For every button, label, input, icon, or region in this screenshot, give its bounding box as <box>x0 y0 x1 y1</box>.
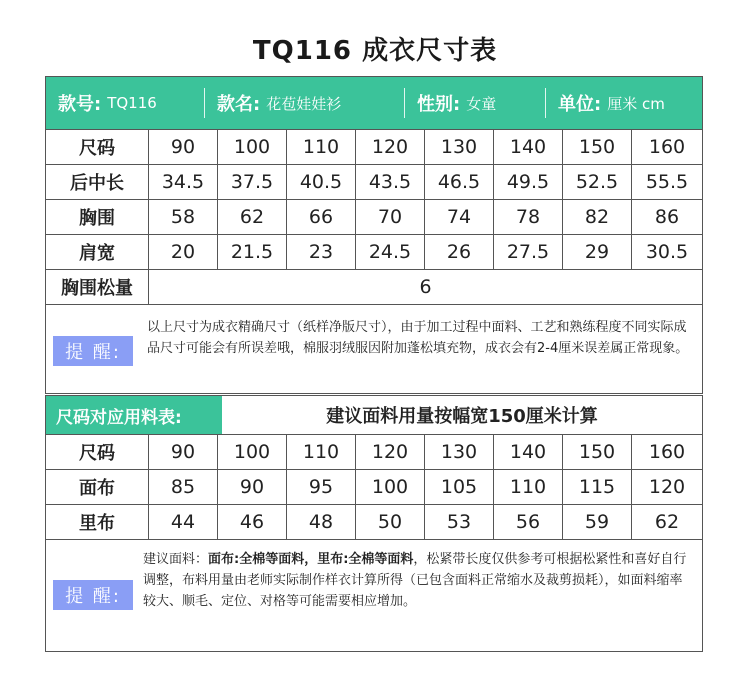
table-cell: 100 <box>218 435 287 470</box>
table-cell: 130 <box>425 130 494 165</box>
table-cell: 21.5 <box>218 235 287 270</box>
notice-text-prefix: 建议面料： <box>143 552 209 567</box>
table-cell: 6 <box>149 270 703 305</box>
row-header: 肩宽 <box>46 235 149 270</box>
table-cell: 62 <box>218 200 287 235</box>
table-row <box>46 270 703 305</box>
table-cell: 130 <box>425 435 494 470</box>
table-cell: 56 <box>494 505 563 540</box>
table-cell: 43.5 <box>356 165 425 200</box>
notice-tag: 提 醒: <box>53 336 133 366</box>
table-cell: 110 <box>287 130 356 165</box>
row-header: 面布 <box>46 470 149 505</box>
table-cell: 150 <box>563 130 632 165</box>
table-cell: 53 <box>425 505 494 540</box>
table-cell: 95 <box>287 470 356 505</box>
table-cell: 55.5 <box>632 165 703 200</box>
unit <box>546 77 702 129</box>
row-header: 里布 <box>46 505 149 540</box>
row-header: 尺码 <box>46 435 149 470</box>
table-cell: 140 <box>494 130 563 165</box>
fabric-table <box>45 434 703 540</box>
table-cell: 62 <box>632 505 703 540</box>
fabric-section-subtitle: 建议面料用量按幅宽150厘米计算 <box>326 406 598 427</box>
notice-text-rest: ，松紧带长度仅供参考可根据松紧性和喜好自行调整，布料用量由老师实际制作样衣计算所得（已包含面料正常缩水及裁剪损耗），如面料缩率较大、顺毛、定位、对格等可能需要相应增加。 <box>143 552 687 609</box>
style-info-bar <box>46 77 702 129</box>
row-header: 尺码 <box>46 130 149 165</box>
table-cell: 26 <box>425 235 494 270</box>
table-cell: 46.5 <box>425 165 494 200</box>
table-cell: 90 <box>149 130 218 165</box>
gender-label: 性别: <box>417 94 461 115</box>
table-cell: 66 <box>287 200 356 235</box>
table-row <box>46 435 703 470</box>
style-no-label: 款号: <box>58 94 102 115</box>
table-row <box>46 470 703 505</box>
notice-1 <box>46 305 702 393</box>
table-cell: 120 <box>356 130 425 165</box>
gender <box>405 77 545 129</box>
table-cell: 82 <box>563 200 632 235</box>
table-cell: 40.5 <box>287 165 356 200</box>
table-cell: 90 <box>218 470 287 505</box>
table-cell: 24.5 <box>356 235 425 270</box>
notice-tag: 提 醒: <box>53 580 133 610</box>
table-cell: 58 <box>149 200 218 235</box>
table-cell: 34.5 <box>149 165 218 200</box>
table-row <box>46 505 703 540</box>
fabric-section-title: 尺码对应用料表: <box>46 396 222 434</box>
table-cell: 37.5 <box>218 165 287 200</box>
table-cell: 150 <box>563 435 632 470</box>
unit-label: 单位: <box>558 94 602 115</box>
notice-text <box>143 549 695 612</box>
notice-2 <box>46 539 702 651</box>
table-cell: 44 <box>149 505 218 540</box>
notice-text-bold: 面布:全棉等面料，里布:全棉等面料 <box>208 552 414 567</box>
notice-text: 以上尺寸为成衣精确尺寸（纸样净版尺寸），由于加工过程中面料、工艺和熟练程度不同实际成品尺寸可能会有所误差哦，棉服羽绒服因附加蓬松填充物，成衣会有2-4厘米误差属正常现象。 <box>147 320 689 356</box>
table-cell: 160 <box>632 435 703 470</box>
unit-value: 厘米 cm <box>607 94 665 113</box>
page-title: TQ116 成衣尺寸表 <box>252 36 498 66</box>
table-cell: 120 <box>632 470 703 505</box>
style-name-label: 款名: <box>217 94 261 115</box>
table-cell: 52.5 <box>563 165 632 200</box>
table-cell: 100 <box>356 470 425 505</box>
table-row <box>46 235 703 270</box>
table-cell: 30.5 <box>632 235 703 270</box>
table-cell: 29 <box>563 235 632 270</box>
table-cell: 120 <box>356 435 425 470</box>
table-cell: 74 <box>425 200 494 235</box>
table-cell: 48 <box>287 505 356 540</box>
table-cell: 20 <box>149 235 218 270</box>
table-cell: 110 <box>287 435 356 470</box>
row-header: 胸围 <box>46 200 149 235</box>
table-row <box>46 200 703 235</box>
table-cell: 49.5 <box>494 165 563 200</box>
table-cell: 23 <box>287 235 356 270</box>
table-cell: 27.5 <box>494 235 563 270</box>
table-cell: 46 <box>218 505 287 540</box>
table-row <box>46 130 703 165</box>
table-cell: 105 <box>425 470 494 505</box>
table-cell: 100 <box>218 130 287 165</box>
table-cell: 86 <box>632 200 703 235</box>
style-no-value: TQ116 <box>107 94 157 112</box>
table-cell: 160 <box>632 130 703 165</box>
fabric-usage-panel <box>45 395 703 652</box>
table-cell: 110 <box>494 470 563 505</box>
table-cell: 78 <box>494 200 563 235</box>
table-cell: 59 <box>563 505 632 540</box>
row-header: 后中长 <box>46 165 149 200</box>
style-name <box>205 77 404 129</box>
table-cell: 50 <box>356 505 425 540</box>
gender-value: 女童 <box>466 94 497 113</box>
style-no <box>46 77 204 129</box>
table-cell: 70 <box>356 200 425 235</box>
row-header: 胸围松量 <box>46 270 149 305</box>
table-cell: 140 <box>494 435 563 470</box>
table-cell: 90 <box>149 435 218 470</box>
size-table <box>45 129 703 305</box>
table-cell: 115 <box>563 470 632 505</box>
table-cell: 85 <box>149 470 218 505</box>
fabric-section-header <box>46 396 702 434</box>
table-row <box>46 165 703 200</box>
size-chart-panel <box>45 76 703 394</box>
style-name-value: 花苞娃娃衫 <box>266 94 342 113</box>
